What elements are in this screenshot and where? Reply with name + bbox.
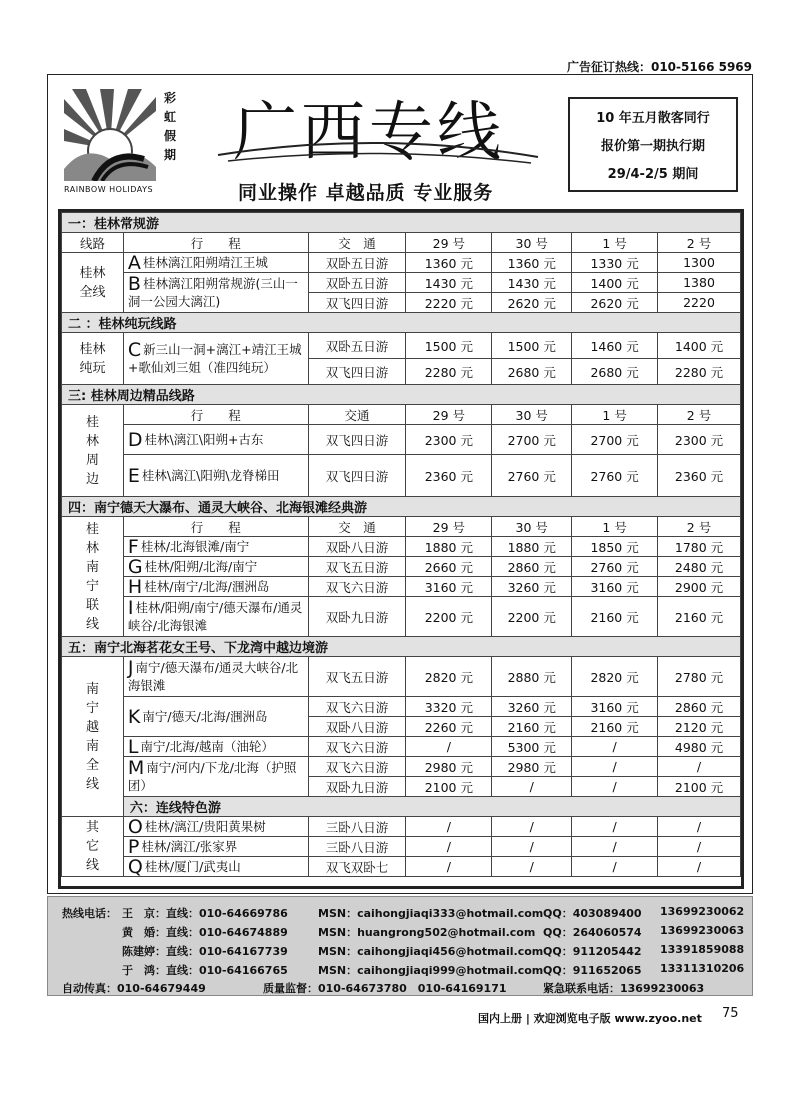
- table-row: I 桂林/阳朔/南宁/德天瀑布/通灵峡谷/北海银滩 双卧九日游 2200 元 2200 元 2160 元 2160 元: [62, 597, 741, 637]
- table-row: F 桂林/北海银滩/南宁 双卧八日游 1880 元 1880 元 1850 元 1780 元: [62, 537, 741, 557]
- contact-row: 黄 婚：直线：010-64674889 MSN：huangrong502@hotmail.com QQ：264060574 13699230063: [122, 924, 745, 939]
- section-header: 四：南宁德天大瀑布、通灵大峡谷、北海银滩经典游: [62, 497, 741, 517]
- price-table: [61, 212, 741, 877]
- page-number: 75: [722, 1006, 739, 1021]
- table-row: K 南宁/德天/北海/涠洲岛 双飞六日游 3320 元 3260 元 3160 元 2860 元: [62, 697, 741, 717]
- rainbow-logo-icon: [64, 89, 156, 181]
- page-frame: [47, 74, 753, 894]
- table-header-row: 桂 林 南 宁 联 线 行 程 交 通 29 号 30 号 1 号 2 号: [62, 517, 741, 537]
- table-header-row: 桂 林 周 边 行 程 交通 29 号 30 号 1 号 2 号: [62, 405, 741, 425]
- table-row: 双飞四日游 2280 元 2680 元 2680 元 2280 元: [62, 359, 741, 385]
- table-row: 双卧九日游 2100 元 / / 2100 元: [62, 777, 741, 797]
- page-title: 广西专线: [233, 96, 505, 170]
- swoosh-decoration: [213, 135, 543, 175]
- table-row: D 桂林\漓江\阳朔+古东 双飞四日游 2300 元 2700 元 2700 元 2300 元: [62, 425, 741, 455]
- table-row: B 桂林漓江阳朔常规游(三山一洞一公园大漓江) 双卧五日游 1430 元 1430 元 1400 元 1380: [62, 273, 741, 293]
- price-period-notice: 10 年五月散客同行 报价第一期执行期 29/4-2/5 期间: [568, 97, 738, 192]
- section-header: 一：桂林常规游: [62, 213, 741, 233]
- table-row: 其 它 线 O 桂林/漓江/贵阳黄果树 三卧八日游 / / / /: [62, 817, 741, 837]
- section-header: 二 ：桂林纯玩线路: [62, 313, 741, 333]
- logo-english: RAINBOW HOLIDAYS: [64, 185, 154, 194]
- table-row: L 南宁/北海/越南（油轮） 双飞六日游 / 5300 元 / 4980 元: [62, 737, 741, 757]
- table-row: P 桂林/漓江/张家界 三卧八日游 / / / /: [62, 837, 741, 857]
- table-row: 桂林 纯玩 C 新三山一洞+漓江+靖江王城+歌仙刘三姐（准四纯玩） 双卧五日游 1500 元 1500 元 1460 元 1400 元: [62, 333, 741, 359]
- contact-row: 热线电话： 王 京：直线：010-64669786 MSN：caihongjiaqi333@hotmail.com QQ：403089400 13699230062: [62, 905, 745, 920]
- contact-footer: [47, 896, 753, 996]
- contact-row: 于 鸿：直线：010-64166765 MSN：caihongjiaqi999@hotmail.com QQ：911652065 13311310206: [122, 962, 745, 977]
- table-row: 双卧八日游 2260 元 2160 元 2160 元 2120 元: [62, 717, 741, 737]
- table-row: H 桂林/南宁/北海/涠洲岛 双飞六日游 3160 元 3260 元 3160 元 2900 元: [62, 577, 741, 597]
- section-header: 五：南宁北海茗花女王号、下龙湾中越边境游: [62, 637, 741, 657]
- header: [48, 75, 752, 209]
- table-row: E 桂林\漓江\阳朔\龙脊梯田 双飞四日游 2360 元 2760 元 2760 元 2360 元: [62, 455, 741, 497]
- logo-side-text: 彩 虹 假 期: [163, 91, 176, 162]
- table-header-row: 线路 行 程 交 通 29 号 30 号 1 号 2 号: [62, 233, 741, 253]
- section-header: 三: 桂林周边精品线路: [62, 385, 741, 405]
- section-header: 六：连线特色游: [62, 797, 741, 817]
- logo: [64, 89, 214, 199]
- ad-hotline: 广告征订热线：010-5166 5969: [566, 60, 752, 74]
- price-table-box: [58, 209, 744, 889]
- table-row: G 桂林/阳朔/北海/南宁 双飞五日游 2660 元 2860 元 2760 元 2480 元: [62, 557, 741, 577]
- fax-row: 自动传真：010-64679449 质量监督：010-64673780 010-64169171 紧急联系电话：13699230063: [62, 982, 705, 995]
- table-row: 双飞四日游 2220 元 2620 元 2620 元 2220: [62, 293, 741, 313]
- bottom-caption: 国内上册 | 欢迎浏览电子版 www.zyoo.net: [478, 1012, 702, 1025]
- slogan: 同业操作 卓越品质 专业服务: [238, 182, 494, 204]
- table-row: M 南宁/河内/下龙/北海（护照团） 双飞六日游 2980 元 2980 元 / /: [62, 757, 741, 777]
- table-row: 南 宁 越 南 全 线 J 南宁/德天瀑布/通灵大峡谷/北海银滩 双飞五日游 2820 元 2880 元 2820 元 2780 元: [62, 657, 741, 697]
- table-row: 桂林 全线 A 桂林漓江阳朔靖江王城 双卧五日游 1360 元 1360 元 1330 元 1300: [62, 253, 741, 273]
- contact-row: 陈建婷：直线：010-64167739 MSN：caihongjiaqi456@hotmail.com QQ：911205442 13391859088: [122, 943, 745, 958]
- table-row: Q 桂林/厦门/武夷山 双飞双卧七 / / / /: [62, 857, 741, 877]
